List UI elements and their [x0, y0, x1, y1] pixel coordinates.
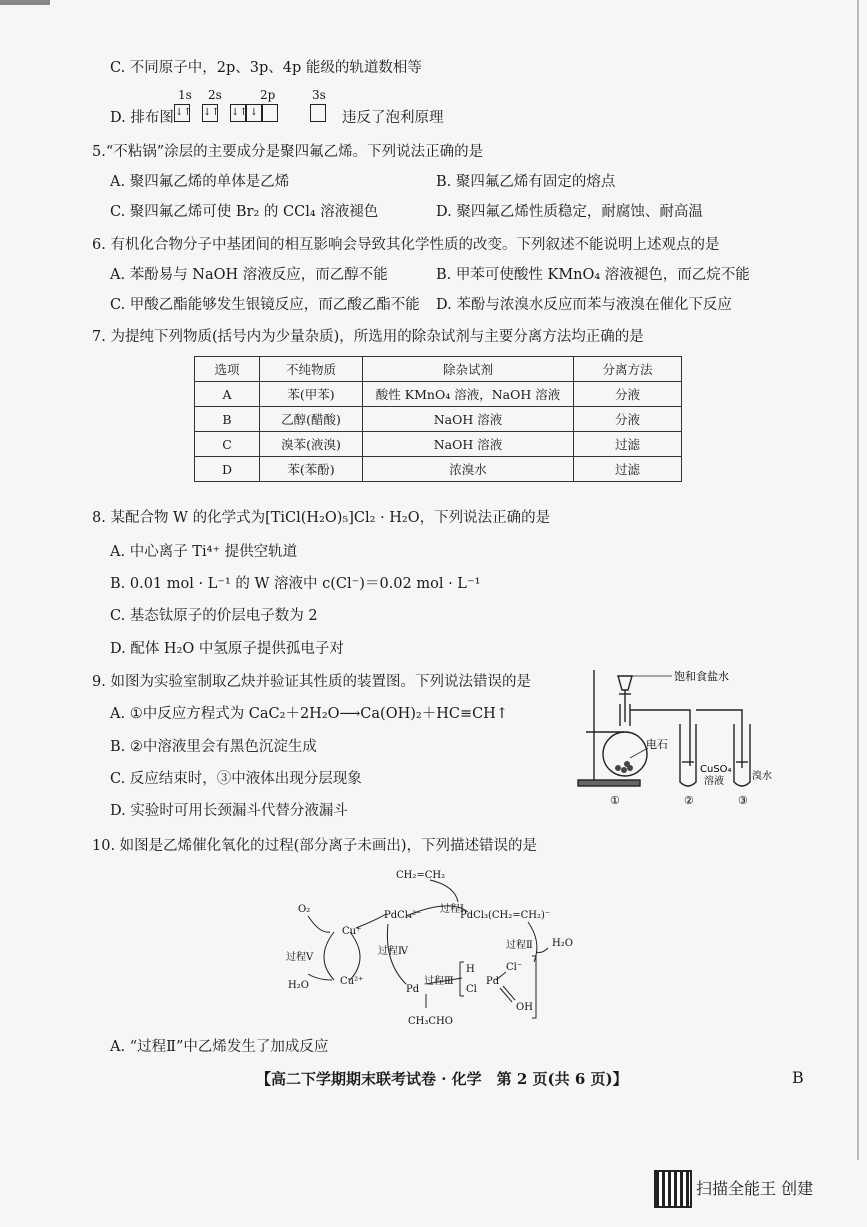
q7-stem: 7. 为提纯下列物质(括号内为少量杂质)，所选用的除杂试剂与主要分离方法均正确的是 — [92, 329, 644, 345]
label-h2o: H₂O — [552, 938, 573, 949]
table-row — [195, 457, 682, 482]
q9-option-a: A. ①中反应方程式为 CaC₂＋2H₂O⟶Ca(OH)₂＋HC≡CH↑ — [110, 706, 508, 722]
page-footer: 【高二下学期期末联考试卷 · 化学 第 2 页(共 6 页)】 — [256, 1070, 628, 1088]
table-header: 选项 — [195, 357, 260, 382]
q5-option-c: C. 聚四氟乙烯可使 Br₂ 的 CCl₄ 溶液褪色 — [110, 204, 379, 220]
table-cell: B — [195, 407, 260, 432]
table-cell: D — [195, 457, 260, 482]
label-process-5: 过程Ⅴ — [286, 952, 314, 963]
table-header-row — [195, 357, 682, 382]
page-edge-line — [857, 0, 859, 1160]
label-intermediate-pd: Pd — [486, 976, 500, 987]
q8-option-a: A. 中心离子 Ti⁴⁺ 提供空轨道 — [110, 544, 298, 560]
table-header: 不纯物质 — [260, 357, 363, 382]
label-acetaldehyde: CH₃CHO — [408, 1016, 453, 1027]
ethylene-oxidation-cycle-diagram — [280, 862, 600, 1032]
q6-option-d: D. 苯酚与浓溴水反应而苯与液溴在催化下反应 — [436, 297, 732, 313]
q6-option-c: C. 甲酸乙酯能够发生银镜反应，而乙酸乙酯不能 — [110, 297, 420, 313]
q10-stem: 10. 如图是乙烯催化氧化的过程(部分离子未画出)，下列描述错误的是 — [92, 838, 537, 854]
table-cell: 乙醇(醋酸) — [260, 407, 363, 432]
table-cell: NaOH 溶液 — [363, 407, 574, 432]
q9-option-b: B. ②中溶液里会有黑色沉淀生成 — [110, 739, 317, 755]
table-row — [195, 407, 682, 432]
label-intermediate-oh: OH — [516, 1002, 533, 1013]
label-process-4: 过程Ⅳ — [378, 946, 408, 957]
label-o2: O₂ — [298, 904, 311, 915]
q9-option-c: C. 反应结束时，③中液体出现分层现象 — [110, 771, 362, 787]
label-process-3: 过程Ⅲ — [424, 976, 454, 987]
label-intermediate-cl-minus: Cl⁻ — [506, 962, 523, 973]
q6-stem: 6. 有机化合物分子中基团间的相互影响会导致其化学性质的改变。下列叙述不能说明上述观点的是 — [92, 237, 720, 253]
orbital-label-2s: 2s — [208, 88, 222, 102]
q7-table — [194, 356, 682, 482]
table-cell: 苯(苯酚) — [260, 457, 363, 482]
label-apparatus-3: ③ — [738, 794, 748, 807]
label-bromine-water: 溴水 — [752, 771, 772, 782]
scanner-watermark: 扫描全能王 创建 — [696, 1179, 814, 1198]
label-brine: 饱和食盐水 — [674, 670, 729, 683]
table-cell: C — [195, 432, 260, 457]
q8-option-d: D. 配体 H₂O 中氢原子提供孤电子对 — [110, 641, 344, 657]
label-h2o-left: H₂O — [288, 980, 309, 991]
orbital-box-2p-2: ↓ — [246, 104, 262, 122]
q9-stem: 9. 如图为实验室制取乙炔并验证其性质的装置图。下列说法错误的是 — [92, 674, 531, 690]
q8-stem: 8. 某配合物 W 的化学式为[TiCl(H₂O)₅]Cl₂ · H₂O，下列说法正确的是 — [92, 510, 551, 526]
label-pd-complex: PdCl₃(CH₂=CH₂)⁻ — [460, 910, 551, 921]
label-pdcl4: PdCl₄²⁻ — [384, 910, 422, 921]
q4-option-d-suffix: 违反了泡利原理 — [342, 110, 444, 126]
q6-option-a: A. 苯酚易与 NaOH 溶液反应，而乙醇不能 — [110, 267, 388, 283]
q10-option-a: A. “过程Ⅱ”中乙烯发生了加成反应 — [110, 1039, 329, 1055]
label-cu2-plus: Cu²⁺ — [340, 976, 364, 987]
table-cell: 溴苯(液溴) — [260, 432, 363, 457]
label-calcium-carbide: 电石 — [646, 738, 668, 751]
q9-option-d: D. 实验时可用长颈漏斗代替分液漏斗 — [110, 803, 348, 819]
q8-option-b: B. 0.01 mol · L⁻¹ 的 W 溶液中 c(Cl⁻)＝0.02 mol · L⁻¹ — [110, 576, 481, 592]
label-apparatus-1: ① — [610, 794, 620, 807]
q5-stem: 5.“不粘锅”涂层的主要成分是聚四氟乙烯。下列说法正确的是 — [92, 144, 484, 160]
q5-option-a: A. 聚四氟乙烯的单体是乙烯 — [110, 174, 290, 190]
label-process-1: 过程Ⅰ — [440, 904, 464, 915]
q5-option-b: B. 聚四氟乙烯有固定的熔点 — [436, 174, 616, 190]
orbital-box-2s: ↓↑ — [202, 104, 218, 122]
table-cell: 分液 — [574, 407, 682, 432]
label-pd: Pd — [406, 984, 420, 995]
orbital-label-3s: 3s — [312, 88, 326, 102]
table-cell: 浓溴水 — [363, 457, 574, 482]
orbital-label-1s: 1s — [178, 88, 192, 102]
table-header: 除杂试剂 — [363, 357, 574, 382]
label-process-2: 过程Ⅱ — [506, 940, 533, 951]
table-cell: 分液 — [574, 382, 682, 407]
q8-option-c: C. 基态钛原子的价层电子数为 2 — [110, 608, 318, 624]
label-solution: 溶液 — [704, 776, 724, 787]
table-row — [195, 382, 682, 407]
orbital-label-2p: 2p — [260, 88, 276, 102]
label-cuso4: CuSO₄ — [700, 764, 732, 775]
acetylene-apparatus-diagram — [572, 664, 772, 812]
q5-option-d: D. 聚四氟乙烯性质稳定，耐腐蚀、耐高温 — [436, 204, 703, 220]
label-intermediate-cl: Cl — [466, 984, 477, 995]
orbital-box-3s — [310, 104, 326, 122]
q4-option-d-prefix: D. 排布图 — [110, 110, 174, 126]
table-cell: NaOH 溶液 — [363, 432, 574, 457]
qr-code-icon — [654, 1170, 692, 1208]
top-edge-mark — [0, 0, 50, 5]
table-row — [195, 432, 682, 457]
table-cell: 过滤 — [574, 457, 682, 482]
orbital-box-2p-3 — [262, 104, 278, 122]
orbital-box-1s: ↓↑ — [174, 104, 190, 122]
orbital-box-2p-1: ↓↑ — [230, 104, 246, 122]
q4-option-c: C. 不同原子中，2p、3p、4p 能级的轨道数相等 — [110, 60, 422, 76]
paper-version: B — [792, 1068, 804, 1087]
label-intermediate-h: H — [466, 964, 475, 975]
label-apparatus-2: ② — [684, 794, 694, 807]
label-cu-plus: Cu⁺ — [342, 926, 362, 937]
label-ethylene: CH₂=CH₂ — [396, 870, 446, 881]
q6-option-b: B. 甲苯可使酸性 KMnO₄ 溶液褪色，而乙烷不能 — [436, 267, 750, 283]
table-cell: 过滤 — [574, 432, 682, 457]
table-cell: 苯(甲苯) — [260, 382, 363, 407]
table-cell: A — [195, 382, 260, 407]
table-cell: 酸性 KMnO₄ 溶液，NaOH 溶液 — [363, 382, 574, 407]
table-header: 分离方法 — [574, 357, 682, 382]
